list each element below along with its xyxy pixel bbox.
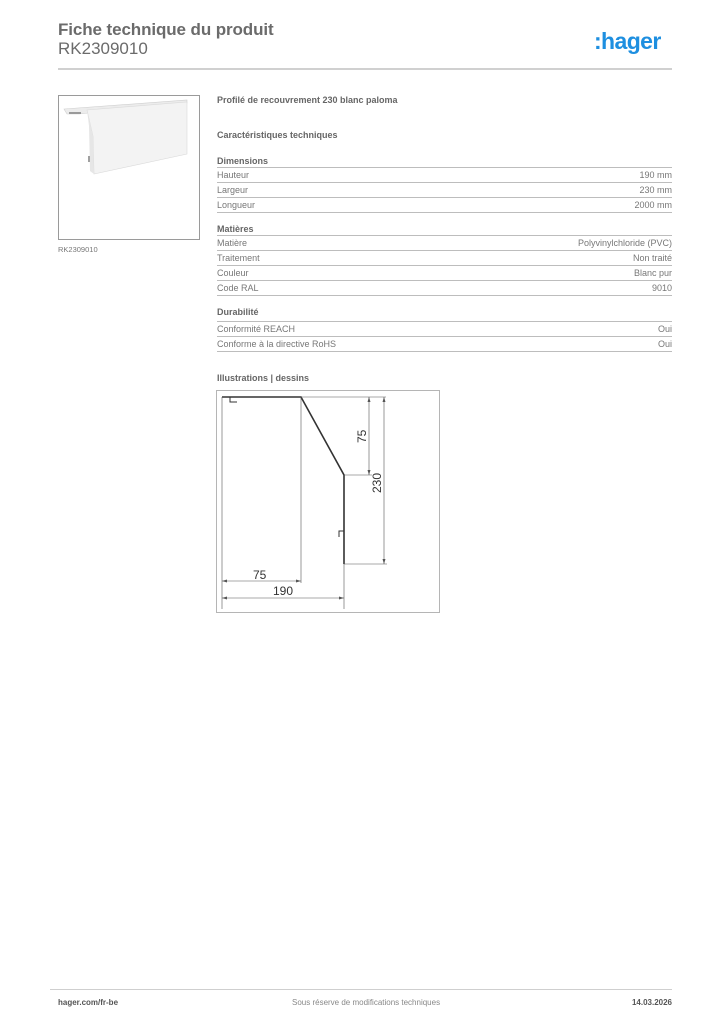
spec-row [217,251,672,266]
spec-label: Longueur [217,200,256,210]
profile-drawing-icon [217,391,439,612]
header-divider [58,68,672,70]
spec-row [217,266,672,281]
product-name: Profilé de recouvrement 230 blanc paloma [217,95,398,105]
spec-group-durability [217,307,672,352]
footer-website-link[interactable]: hager.com/fr-be [58,998,119,1007]
footer-date: 14.03.2026 [631,998,672,1007]
dim-label-bottom-short: 75 [253,568,267,582]
spec-row [217,168,672,183]
spec-label: Conformité REACH [217,324,296,334]
spec-row [217,198,672,213]
spec-label: Matière [217,238,248,248]
footer-divider [50,989,672,990]
spec-row [217,322,672,337]
spec-label: Largeur [217,185,249,195]
spec-label: Traitement [217,253,260,263]
product-photo-icon [59,96,199,239]
spec-group-dimensions [217,156,672,213]
spec-label: Code RAL [217,283,259,293]
dim-label-total-height: 230 [370,472,384,493]
group-title: Dimensions [217,156,672,168]
illustrations-title: Illustrations | dessins [217,373,310,383]
spec-label: Conforme à la directive RoHS [217,339,337,349]
page-title: Fiche technique du produit [58,20,274,39]
spec-section [217,95,672,352]
spec-value: 190 mm [639,170,672,180]
spec-group-materials [217,224,672,296]
spec-value: Non traité [632,253,672,263]
spec-value: Polyvinylchloride (PVC) [577,238,672,248]
footer-disclaimer: Sous réserve de modifications techniques [292,998,441,1007]
spec-row [217,183,672,198]
spec-row [217,236,672,251]
dim-label-bottom-total: 190 [273,584,294,598]
spec-value: 9010 [651,283,672,293]
group-title: Matières [217,224,672,236]
spec-label: Hauteur [217,170,250,180]
dim-label-top-offset: 75 [355,429,369,443]
spec-value: Oui [657,339,672,349]
spec-value: 2000 mm [634,200,672,210]
technical-drawing [216,390,440,613]
product-image [58,95,200,240]
spec-value: Oui [657,324,672,334]
spec-row [217,337,672,352]
product-image-caption: RK2309010 [58,245,98,254]
product-reference: RK2309010 [58,39,148,58]
spec-value: Blanc pur [633,268,672,278]
spec-value: 230 mm [639,185,672,195]
group-title: Durabilité [217,307,672,322]
spec-row [217,281,672,296]
spec-label: Couleur [217,268,249,278]
section-title-characteristics: Caractéristiques techniques [217,130,338,140]
hager-logo: :hager [594,28,661,54]
